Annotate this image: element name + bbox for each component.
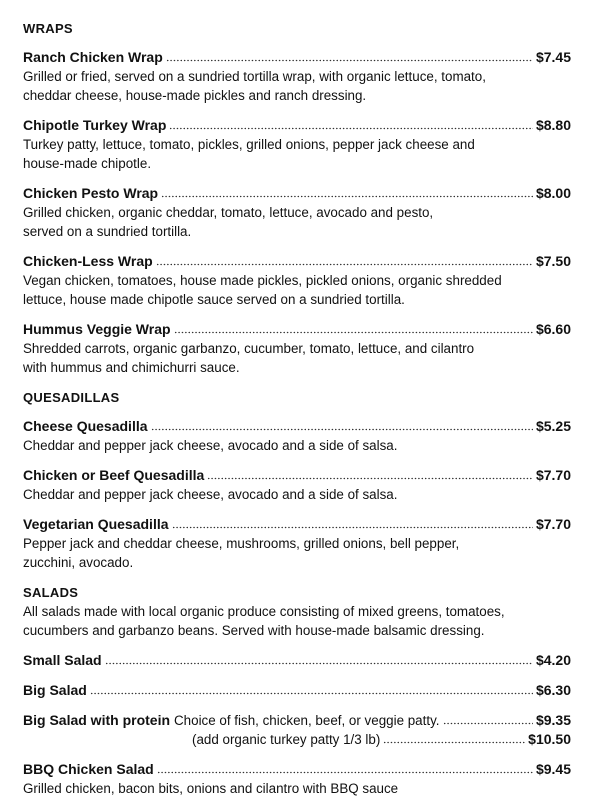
menu-item: [23, 184, 571, 241]
section-intro: All salads made with local organic produce consisting of mixed greens, tomatoes, cucumbers and garbanzo beans. Served with house-made balsamic dressing.: [23, 604, 505, 638]
item-name: Ranch Chicken Wrap: [23, 49, 163, 65]
item-name: Vegetarian Quesadilla: [23, 516, 169, 532]
item-name: Chicken-Less Wrap: [23, 253, 153, 269]
menu: [23, 19, 571, 809]
dot-leader: [156, 256, 533, 266]
item-name: Chicken or Beef Quesadilla: [23, 467, 205, 483]
item-price: $9.45: [535, 761, 571, 777]
item-row: [23, 417, 571, 436]
item-price: $8.00: [535, 185, 571, 201]
section-title: SALADS: [23, 585, 79, 600]
dot-leader: [383, 734, 525, 744]
dot-leader: [157, 764, 533, 774]
menu-item: [23, 681, 571, 700]
item-note: Choice of fish, chicken, beef, or veggie patty.: [174, 713, 440, 728]
menu-section: [23, 583, 571, 798]
menu-item: [23, 651, 571, 670]
dot-leader: [166, 52, 533, 62]
item-price: $4.20: [535, 652, 571, 668]
item-description: Grilled chicken, bacon bits, onions and cilantro with BBQ sauce: [23, 781, 399, 796]
item-name: BBQ Chicken Salad: [23, 761, 154, 777]
dot-leader: [105, 655, 533, 665]
item-row: [23, 116, 571, 135]
item-description: Vegan chicken, tomatoes, house made pickles, pickled onions, organic shredded lettuce, house made chipotle sauce served on a sundried tortilla.: [23, 273, 502, 307]
option-text: (add organic turkey patty 1/3 lb): [192, 732, 381, 747]
dot-leader: [174, 324, 533, 334]
item-description: Shredded carrots, organic garbanzo, cucumber, tomato, lettuce, and cilantro with hummus and chimichurri sauce.: [23, 341, 475, 375]
menu-item: [23, 760, 571, 798]
menu-item: [23, 711, 571, 749]
dot-leader: [172, 519, 533, 529]
item-row: [23, 252, 571, 271]
menu-section: [23, 19, 571, 377]
menu-item: [23, 515, 571, 572]
item-price: $6.60: [535, 321, 571, 337]
item-row: [23, 48, 571, 67]
item-name: Cheese Quesadilla: [23, 418, 148, 434]
item-price: $9.35: [535, 712, 571, 728]
item-description: Cheddar and pepper jack cheese, avocado and a side of salsa.: [23, 438, 398, 453]
item-name: Hummus Veggie Wrap: [23, 321, 171, 337]
item-price: $8.80: [535, 117, 571, 133]
item-description: Grilled or fried, served on a sundried tortilla wrap, with organic lettuce, tomato, cheddar cheese, house-made pickles and ranch dressing.: [23, 69, 486, 103]
menu-item: [23, 417, 571, 455]
item-price: $7.50: [535, 253, 571, 269]
item-row: [23, 184, 571, 203]
section-title: QUESADILLAS: [23, 390, 120, 405]
item-name: Big Salad: [23, 682, 87, 698]
item-row: [23, 760, 571, 779]
dot-leader: [151, 421, 533, 431]
dot-leader: [443, 715, 533, 725]
item-description: Pepper jack and cheddar cheese, mushrooms, grilled onions, bell pepper, zucchini, avocado.: [23, 536, 460, 570]
item-name: Chicken Pesto Wrap: [23, 185, 159, 201]
item-price: $5.25: [535, 418, 571, 434]
menu-item: [23, 320, 571, 377]
item-row: [23, 515, 571, 534]
menu-section: [23, 388, 571, 572]
menu-item: [23, 466, 571, 504]
item-row: [23, 320, 571, 339]
dot-leader: [90, 685, 533, 695]
item-name: Small Salad: [23, 652, 102, 668]
dot-leader: [161, 188, 533, 198]
dot-leader: [207, 470, 533, 480]
dot-leader: [169, 120, 533, 130]
item-row: [23, 651, 571, 670]
item-row: [23, 681, 571, 700]
item-row: [23, 711, 571, 730]
section-title: WRAPS: [23, 21, 73, 36]
menu-item: [23, 116, 571, 173]
item-name: Big Salad with protein: [23, 712, 171, 728]
menu-item: [23, 48, 571, 105]
item-price: $6.30: [535, 682, 571, 698]
item-description: Turkey patty, lettuce, tomato, pickles, grilled onions, pepper jack cheese and house-made chipotle.: [23, 137, 475, 171]
item-name: Chipotle Turkey Wrap: [23, 117, 167, 133]
option-price: $10.50: [528, 731, 571, 747]
item-price: $7.70: [535, 467, 571, 483]
item-option-row: [23, 730, 571, 749]
item-price: $7.70: [535, 516, 571, 532]
menu-item: [23, 252, 571, 309]
item-description: Cheddar and pepper jack cheese, avocado and a side of salsa.: [23, 487, 398, 502]
item-row: [23, 466, 571, 485]
item-price: $7.45: [535, 49, 571, 65]
item-description: Grilled chicken, organic cheddar, tomato, lettuce, avocado and pesto, served on a sundried tortilla.: [23, 205, 434, 239]
